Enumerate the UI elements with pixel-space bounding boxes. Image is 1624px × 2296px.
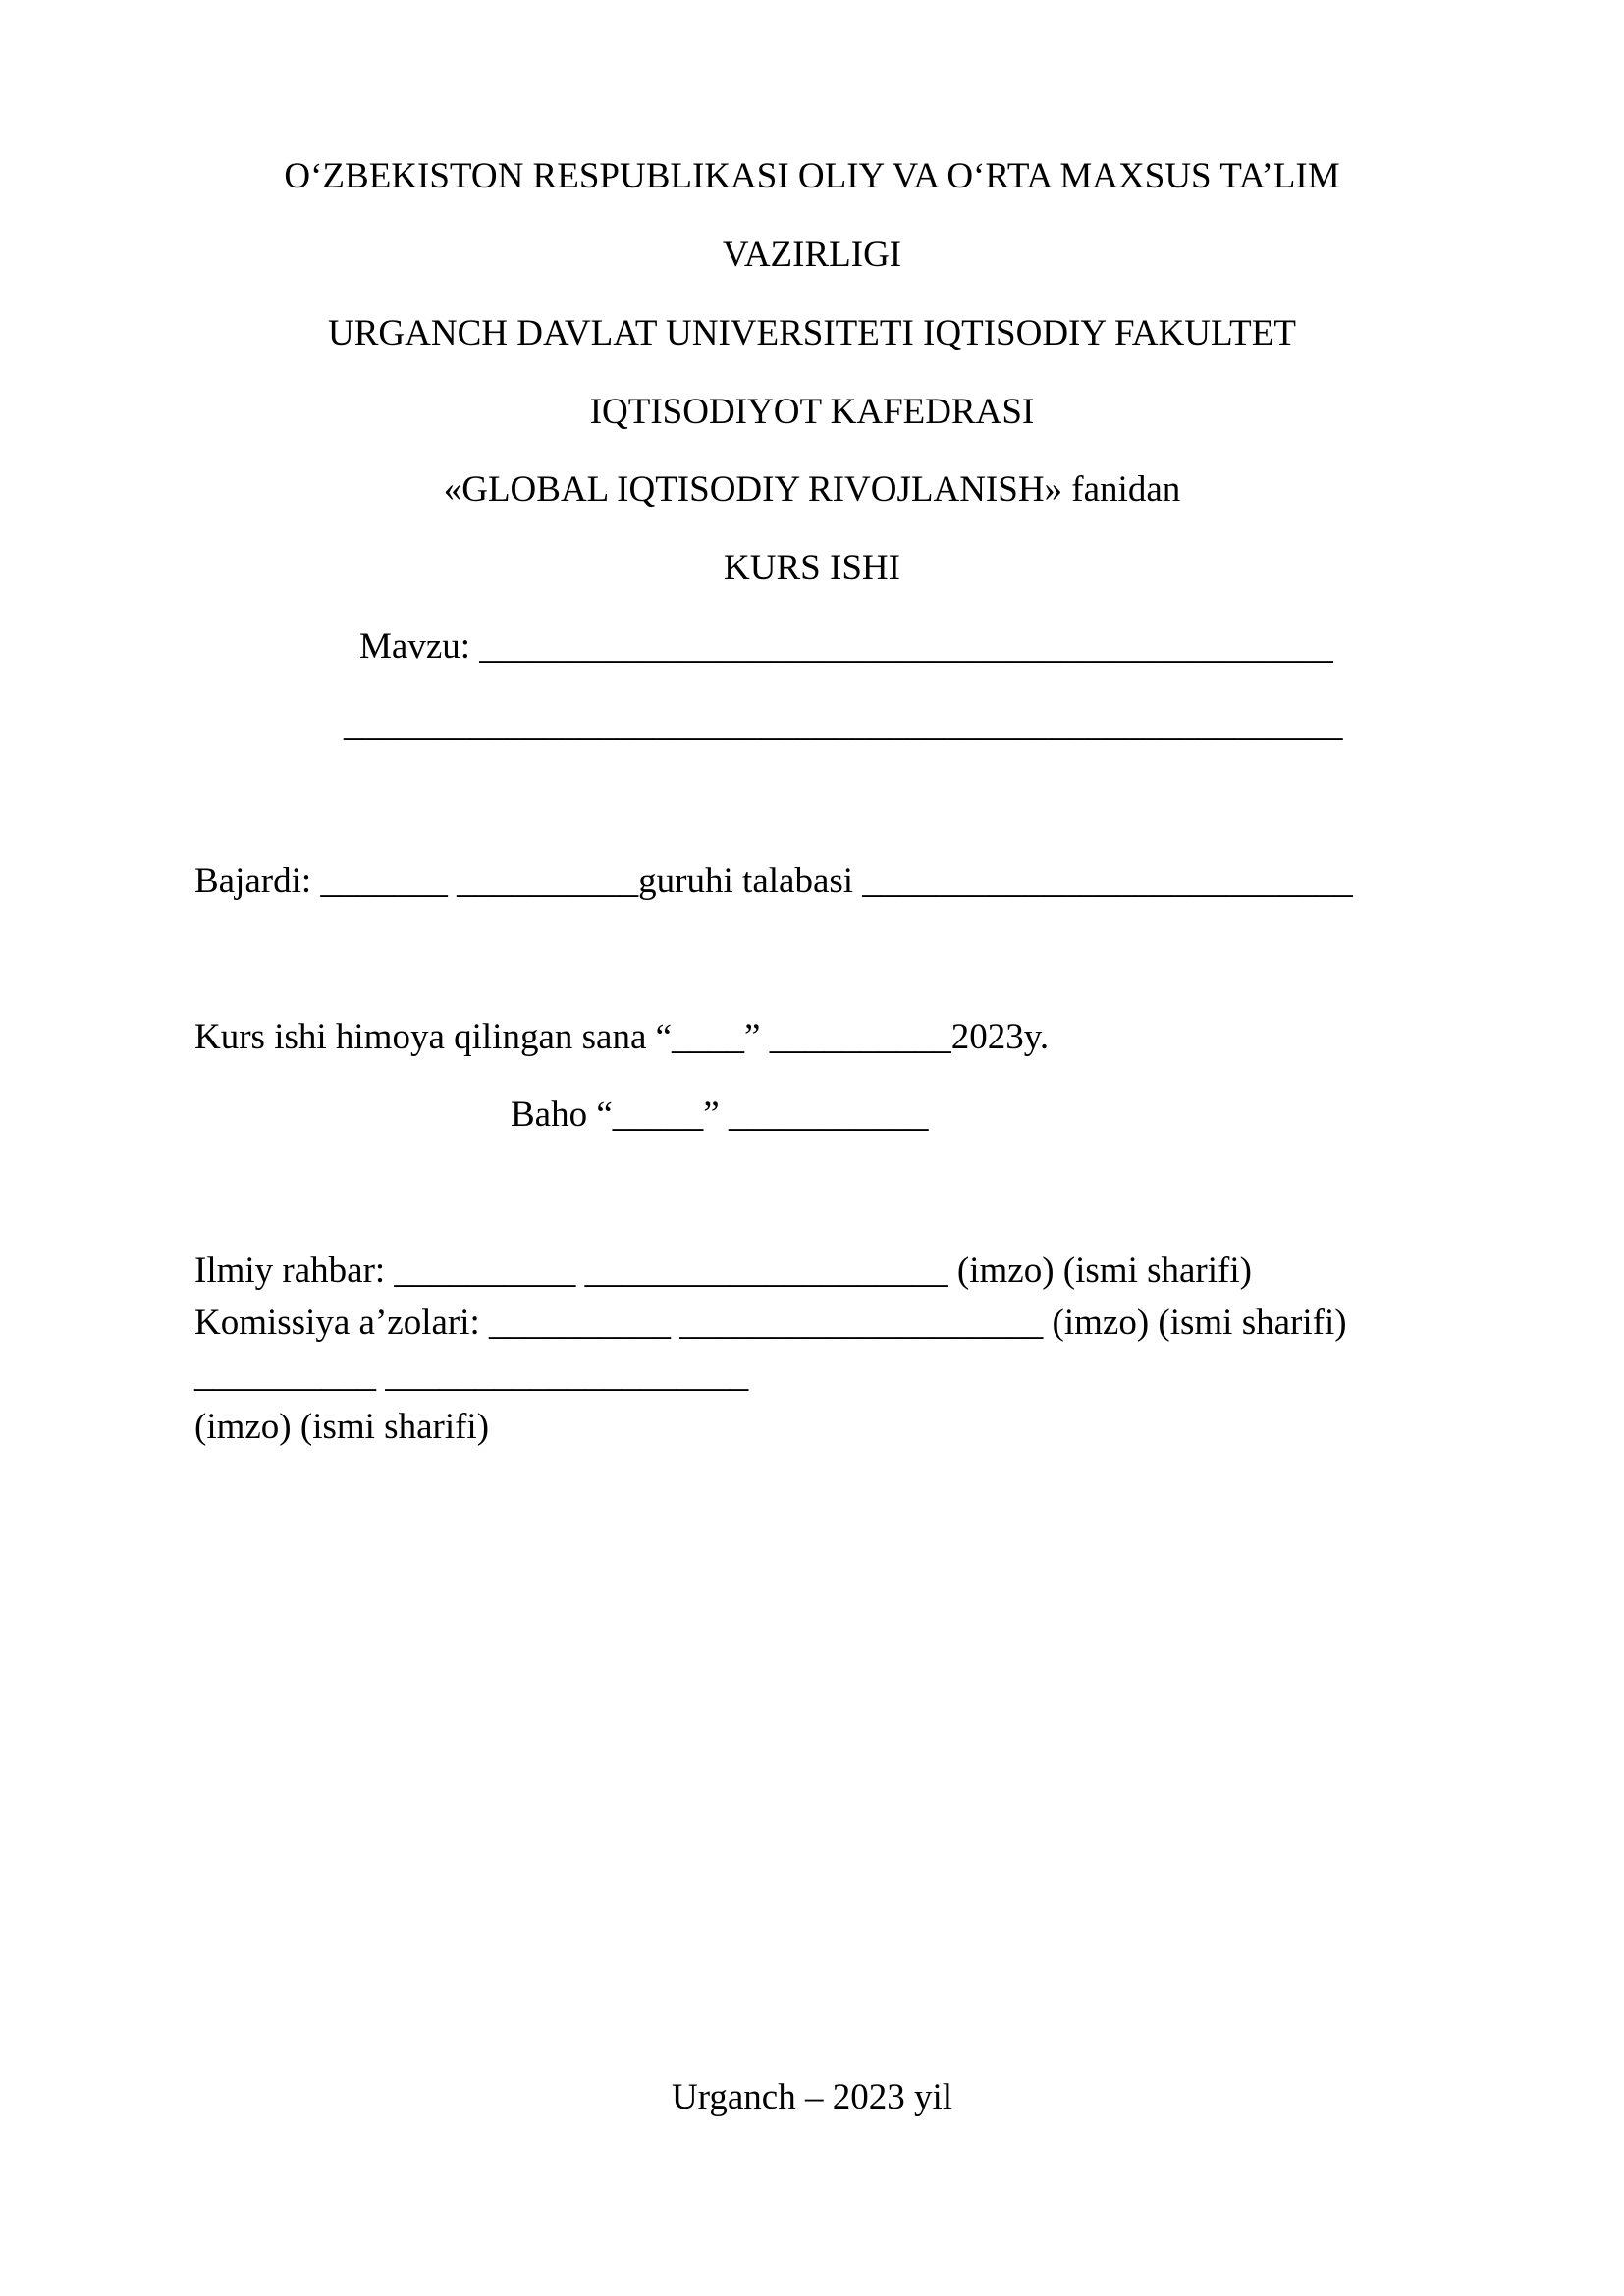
topic-line [359,625,1333,668]
topic-blank-2: _______________________________________________________ [344,704,1343,744]
grade-line: Baho “_____” ___________ [511,1095,929,1135]
work-type-title: KURS ISHI [724,548,900,588]
topic-blank-1: _______________________________________________ [479,626,1333,667]
committee-members-line: Komissiya a’zolari: __________ ____________________ (imzo) (ismi sharifi) [194,1303,1347,1343]
committee-caption: (imzo) (ismi sharifi) [194,1407,490,1447]
ministry-title-line2: VAZIRLIGI [722,235,902,275]
student-line: Bajardi: _______ __________guruhi talabasi ___________________________ [194,861,1353,901]
footer-place-year: Urganch – 2023 yil [671,2077,953,2117]
university-title: URGANCH DAVLAT UNIVERSITETI IQTISODIY FAKULTET [328,313,1296,353]
committee-blank-line: __________ ____________________ [194,1355,749,1395]
department-title: IQTISODIYOT KAFEDRASI [589,392,1035,432]
topic-label: Mavzu: [359,626,471,667]
defense-date-line: Kurs ishi himoya qilingan sana “____” __________2023y. [194,1017,1050,1057]
ministry-title-line1: O‘ZBEKISTON RESPUBLIKASI OLIY VA O‘RTA MAXSUS TA’LIM [284,156,1340,196]
supervisor-line: Ilmiy rahbar: __________ ____________________ (imzo) (ismi sharifi) [194,1251,1252,1291]
subject-title: «GLOBAL IQTISODIY RIVOJLANISH» fanidan [443,469,1181,509]
